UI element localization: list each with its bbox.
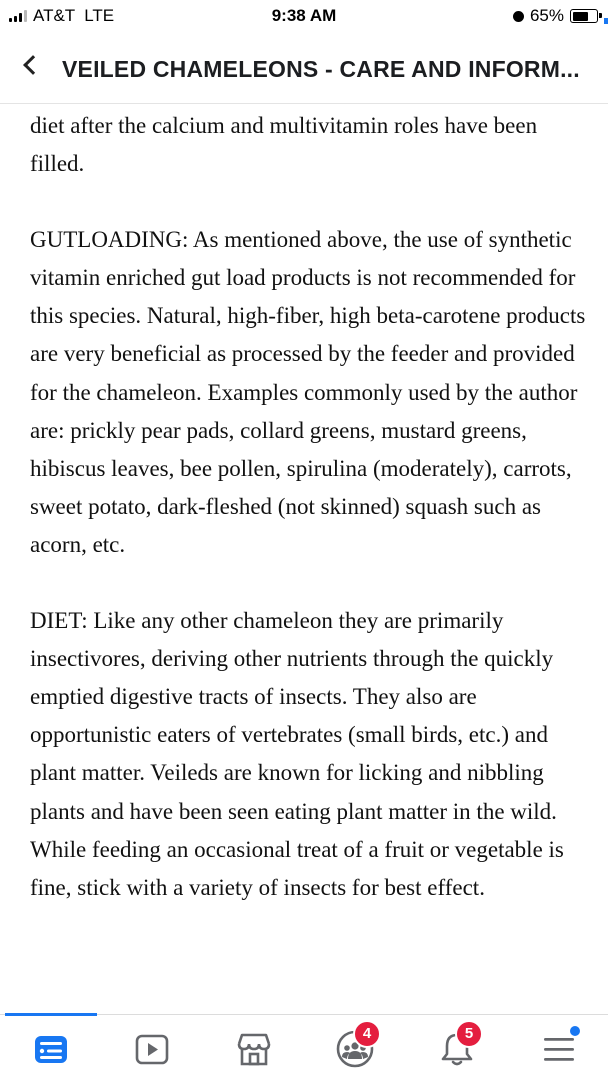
status-time: 9:38 AM <box>271 6 337 25</box>
menu-notification-dot <box>569 1025 581 1037</box>
page-header <box>0 36 608 104</box>
page-title: VEILED CHAMELEONS - CARE AND INFORM... <box>62 56 580 82</box>
status-bar <box>0 0 608 32</box>
alarm-icon <box>513 11 524 22</box>
article-paragraph: diet after the calcium and multivitamin roles have been filled. <box>30 113 538 177</box>
watch-video-icon <box>132 1029 172 1069</box>
battery-percent: 65% <box>529 6 564 25</box>
article-paragraph: GUTLOADING: As mentioned above, the use of synthetic vitamin enriched gut load products is not recommended for this species. Natural, high-fiber, high beta-carotene products are very beneficial as processed by the feeder and provided for the chameleon. Examples commonly used by the author are: prickly pear pads, collard greens, mustard greens, hibiscus leaves, bee pollen, spirulina (moderately), carrots, sweet potato, dark-fleshed (not skinned) squash such as acorn, etc. <box>30 227 586 557</box>
bottom-tab-bar <box>0 1014 608 1081</box>
article-body <box>30 107 590 945</box>
marketplace-icon <box>234 1029 274 1069</box>
article-paragraph: DIET: Like any other chameleon they are primarily insectivores, deriving other nutrients through the quickly emptied digestive tracts of insects. They also are opportunistic eaters of vertebrates (small birds, etc.) and plant matter. Veileds are known for licking and nibbling plants and have been seen eating plant matter in the wild. While feeding an occasional treat of a fruit or vegetable is fine, stick with a variety of insects for best effect. <box>30 608 564 900</box>
active-tab-indicator <box>5 1013 97 1016</box>
notifications-badge: 5 <box>455 1020 483 1048</box>
news-feed-icon <box>31 1029 71 1069</box>
battery-icon <box>570 9 598 23</box>
tab-groups[interactable] <box>335 1025 375 1069</box>
status-right <box>513 6 598 26</box>
carrier-name: AT&T <box>33 6 76 25</box>
tab-news-feed[interactable] <box>31 1029 71 1069</box>
tab-menu[interactable] <box>539 1029 579 1069</box>
groups-badge: 4 <box>353 1020 381 1048</box>
tab-notifications[interactable] <box>437 1025 477 1069</box>
tab-marketplace[interactable] <box>234 1029 274 1069</box>
corner-indicator <box>604 18 608 24</box>
chevron-left-icon[interactable] <box>23 55 43 75</box>
network-type: LTE <box>84 6 115 25</box>
tab-watch[interactable] <box>132 1029 172 1069</box>
